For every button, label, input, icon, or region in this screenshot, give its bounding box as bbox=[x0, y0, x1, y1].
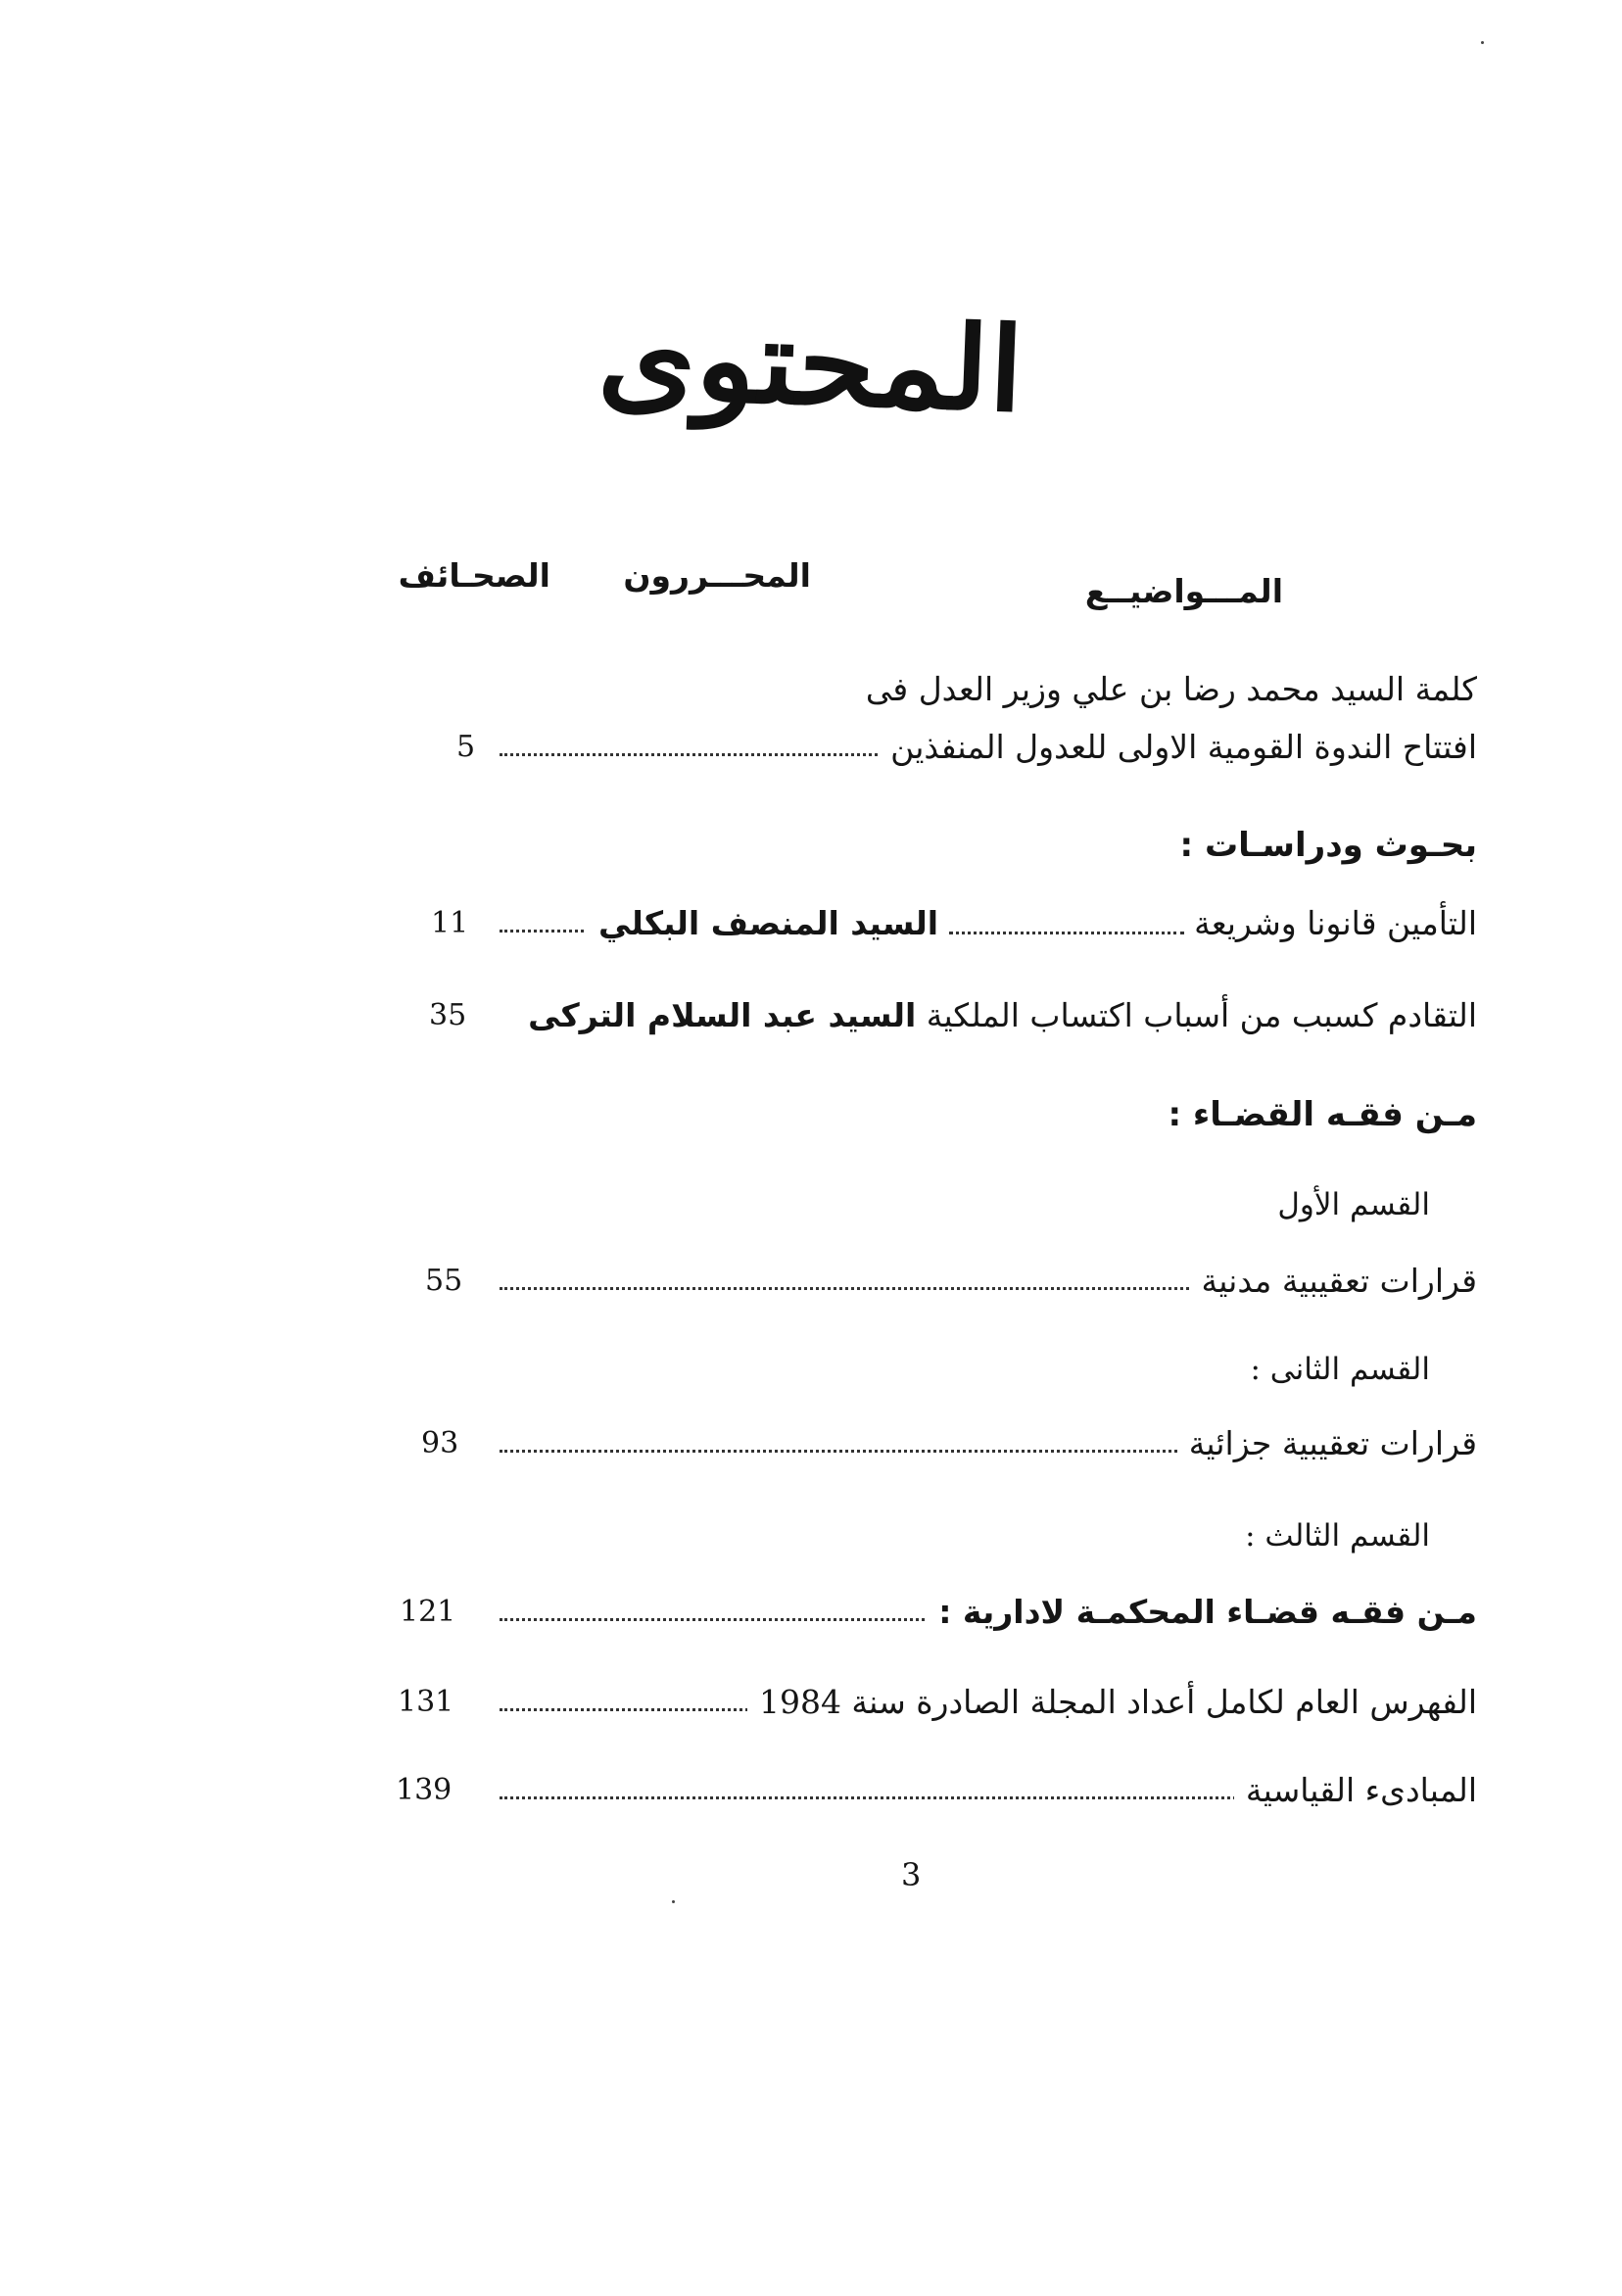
page-number: 35 bbox=[429, 998, 467, 1032]
section-heading-research: بحـوث ودراسـات : bbox=[1179, 826, 1477, 865]
entry-title: قرارات تعقيبية جزائية bbox=[1177, 1418, 1477, 1469]
page-number: 55 bbox=[425, 1264, 463, 1298]
intro-line-2: افتتاح الندوة القومية الاولى للعدول المنفذين bbox=[879, 722, 1477, 773]
entry-title: مـن فقـه قضـاء المحكمـة لادارية : bbox=[927, 1587, 1477, 1638]
column-header-topics: المـــواضيــع bbox=[1084, 572, 1283, 610]
entry-title bbox=[516, 990, 1477, 1041]
page-number: 5 bbox=[456, 730, 476, 764]
entry-title: الفهرس العام لكامل أعداد المجلة الصادرة سنة 1984 bbox=[747, 1677, 1477, 1728]
entry-title-text: التقادم كسبب من أسباب اكتساب الملكية bbox=[926, 996, 1477, 1034]
part-label: القسم الثانى : bbox=[1250, 1352, 1430, 1387]
part-label: القسم الثالث : bbox=[1245, 1518, 1430, 1554]
toc-entry bbox=[382, 1256, 1477, 1307]
entry-title bbox=[587, 898, 1477, 949]
scan-speck bbox=[1481, 41, 1484, 44]
page-number: 11 bbox=[431, 906, 469, 940]
page-folio: 3 bbox=[901, 1856, 922, 1893]
entry-author: السيد المنصف البكلي bbox=[597, 904, 939, 942]
intro-line-1: كلمة السيد محمد رضا بن علي وزير العدل فى bbox=[865, 670, 1477, 708]
column-header-pages: الصحـائف bbox=[398, 556, 550, 595]
entry-title-text: التأمين قانونا وشريعة bbox=[1194, 904, 1477, 942]
scan-speck bbox=[672, 1900, 675, 1903]
part-label: القسم الأول bbox=[1277, 1187, 1430, 1222]
page-number: 131 bbox=[398, 1685, 454, 1719]
toc-entry bbox=[382, 1418, 1477, 1469]
toc-entry bbox=[382, 898, 1477, 949]
page-number: 93 bbox=[421, 1426, 459, 1460]
entry-author: السيد عبد السلام التركى bbox=[528, 996, 917, 1034]
entry-title: قرارات تعقيبية مدنية bbox=[1190, 1256, 1478, 1307]
toc-entry bbox=[382, 1677, 1477, 1728]
toc-entry bbox=[382, 1587, 1477, 1638]
page-number: 121 bbox=[400, 1595, 456, 1629]
column-header-editors: المحـــررون bbox=[623, 556, 811, 595]
page-title: المحتوى bbox=[596, 288, 1026, 438]
dot-leader bbox=[949, 922, 1184, 934]
toc-entry bbox=[382, 990, 1477, 1041]
page-number: 139 bbox=[396, 1773, 453, 1807]
toc-entry bbox=[382, 1765, 1477, 1816]
toc-entry-intro bbox=[382, 722, 1477, 773]
section-heading-jurisprudence: مـن فقـه القضـاء : bbox=[1168, 1095, 1477, 1134]
entry-title: المبادىء القياسية bbox=[1234, 1765, 1477, 1816]
